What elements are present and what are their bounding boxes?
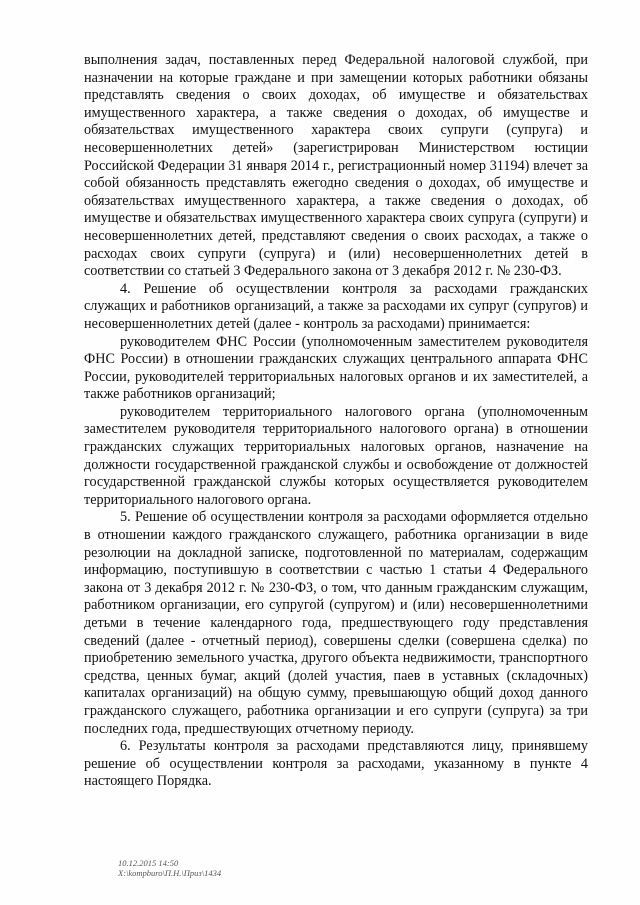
paragraph-item-4: 4. Решение об осуществлении контроля за расходами гражданских служащих и работников организаций, а также за расходами их супруг (супругов) и несовершеннолетних детей (далее - контроль за расходами) принимается: <box>84 280 588 332</box>
document-footer <box>118 858 221 878</box>
footer-timestamp: 10.12.2015 14:50 <box>118 858 179 868</box>
paragraph-item-4-b: руководителем территориального налогового органа (уполномоченным заместителем руководителя территориального налогового органа) в отношении гражданских служащих территориальных налоговых органов, назначение на должности государственной гражданской службы и освобождение от должностей государственной гражданской службы которых осуществляется руководителем территориального налогового органа. <box>84 403 588 508</box>
paragraph-item-4-a: руководителем ФНС России (уполномоченным заместителем руководителя ФНС России) в отношении гражданских служащих центрального аппарата ФНС России, руководителей территориальных налоговых органов и их заместителей, а также работников организаций; <box>84 333 588 403</box>
document-body <box>84 52 588 791</box>
footer-file-path: X:\kompburo\П.Н.\Приз\1434 <box>118 868 222 878</box>
paragraph-item-6: 6. Результаты контроля за расходами представляются лицу, принявшему решение об осуществлении контроля за расходами, указанному в пункте 4 настоящего Порядка. <box>84 738 588 790</box>
paragraph-continuation: выполнения задач, поставленных перед Федеральной налоговой службой, при назначении на которые граждане и при замещении которых работники обязаны представлять сведения о своих доходах, об имуществе и обязательствах имущественного характера, а также сведения о доходах, об имуществе и обязательствах имущественного характера своих супруги (супруга) и несовершеннолетних детей» (зарегистрирован Министерством юстиции Российской Федерации 31 января 2014 г., регистрационный номер 31194) влечет за собой обязанность представлять ежегодно сведения о доходах, об имуществе и обязательствах имущественного характера, а также сведения о доходах, об имуществе и обязательствах имущественного характера своих супруга (супруги) и несовершеннолетних детей, представляют сведения о своих расходах, а также о расходах своих супруги (супруга) и (или) несовершеннолетних детей в соответствии со статьей 3 Федерального закона от 3 декабря 2012 г. № 230-ФЗ. <box>84 52 588 280</box>
paragraph-item-5: 5. Решение об осуществлении контроля за расходами оформляется отдельно в отношении каждого гражданского служащего, работника организации в виде резолюции на докладной записке, подготовленной по материалам, содержащим информацию, поступившую в соответствии с частью 1 статьи 4 Федерального закона от 3 декабря 2012 г. № 230-ФЗ, о том, что данным гражданским служащим, работником организации, его супругой (супругом) и (или) несовершеннолетними детьми в течение календарного года, предшествующего году представления сведений (далее - отчетный период), совершены сделки (совершена сделка) по приобретению земельного участка, другого объекта недвижимости, транспортного средства, ценных бумаг, акций (долей участия, паев в уставных (складочных) капиталах организаций) на общую сумму, превышающую общий доход данного гражданского служащего, работника организации и его супруги (супруга) за три последних года, предшествующих отчетному периоду. <box>84 509 588 737</box>
